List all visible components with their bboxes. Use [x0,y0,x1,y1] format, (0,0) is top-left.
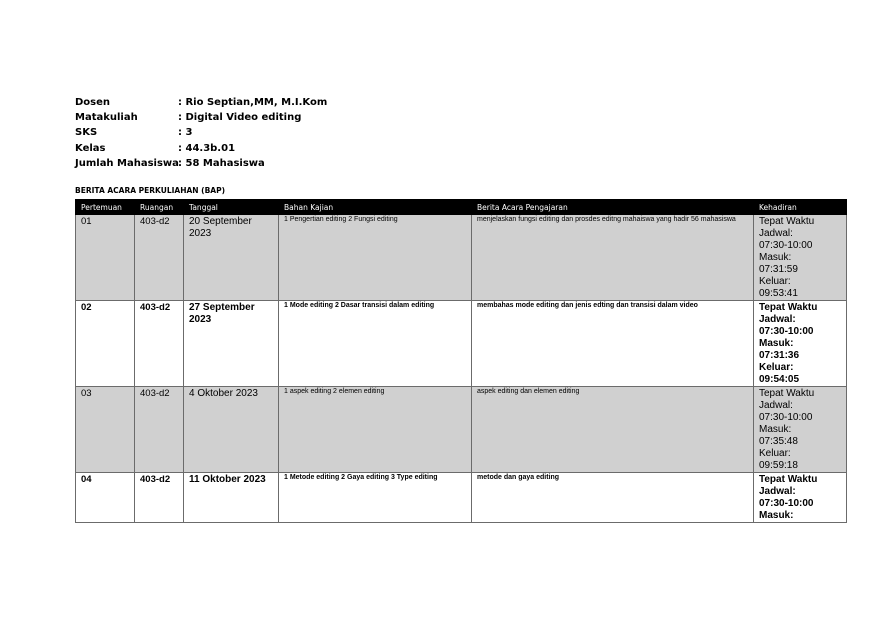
info-row-sks [75,125,327,140]
header-bahan-kajian: Bahan Kajian [279,200,472,215]
header-berita-acara: Berita Acara Pengajaran [472,200,754,215]
table-row [76,215,847,301]
schedule-time: 07:30-10:00 [759,412,813,423]
check-out-label: Keluar: [759,362,794,373]
attendance-status: Tepat Waktu [759,474,818,485]
info-label: Kelas [75,142,106,154]
schedule-label: Jadwal: [759,314,796,325]
check-out-label: Keluar: [759,276,791,287]
check-in-time: 07:31:36 [759,350,800,361]
cell-bahan-kajian: 1 Pengertian editing 2 Fungsi editing [279,215,472,301]
cell-kehadiran [754,473,847,523]
cell-bahan-kajian: 1 aspek editing 2 elemen editing [279,387,472,473]
check-in-label: Masuk: [759,510,794,521]
cell-pertemuan: 04 [76,473,135,523]
cell-berita-acara: menjelaskan fungsi editing dan prosdes editng mahaiswa yang hadir 56 mahasiswa [472,215,754,301]
cell-pertemuan: 01 [76,215,135,301]
schedule-time: 07:30-10:00 [759,326,814,337]
cell-berita-acara: aspek editing dan elemen editing [472,387,754,473]
check-out-time: 09:54:05 [759,374,800,385]
cell-bahan-kajian: 1 Mode editing 2 Dasar transisi dalam editing [279,301,472,387]
info-row-matakuliah [75,110,327,125]
attendance-status: Tepat Waktu [759,216,815,227]
cell-kehadiran [754,301,847,387]
cell-pertemuan: 03 [76,387,135,473]
info-label: SKS [75,127,98,139]
check-out-time: 09:53:41 [759,288,798,299]
schedule-time: 07:30-10:00 [759,240,813,251]
bap-table [75,199,847,523]
table-row [76,301,847,387]
cell-kehadiran [754,215,847,301]
header-pertemuan: Pertemuan [76,200,135,215]
attendance-status: Tepat Waktu [759,302,818,313]
info-label: Matakuliah [75,112,138,124]
schedule-time: 07:30-10:00 [759,498,814,509]
check-in-label: Masuk: [759,252,792,263]
info-value: : Digital Video editing [178,112,302,124]
table-header-row [76,200,847,215]
cell-ruangan: 403-d2 [135,301,184,387]
cell-berita-acara: membahas mode editing dan jenis edting dan transisi dalam video [472,301,754,387]
cell-tanggal: 11 Oktober 2023 [184,473,279,523]
check-in-label: Masuk: [759,338,794,349]
info-value: : 44.3b.01 [178,142,236,154]
cell-pertemuan: 02 [76,301,135,387]
cell-bahan-kajian: 1 Metode editing 2 Gaya editing 3 Type editing [279,473,472,523]
info-row-jumlah-mahasiswa [75,156,327,171]
check-in-time: 07:35:48 [759,436,798,447]
header-kehadiran: Kehadiran [754,200,847,215]
header-ruangan: Ruangan [135,200,184,215]
section-title: BERITA ACARA PERKULIAHAN (BAP) [75,186,226,195]
cell-tanggal: 20 September 2023 [184,215,279,301]
info-label: Jumlah Mahasiswa [75,157,179,169]
attendance-status: Tepat Waktu [759,388,815,399]
check-in-time: 07:31:59 [759,264,798,275]
course-info [75,95,327,171]
cell-tanggal: 27 September 2023 [184,301,279,387]
cell-ruangan: 403-d2 [135,215,184,301]
cell-kehadiran [754,387,847,473]
info-value: : Rio Septian,MM, M.I.Kom [178,97,328,108]
info-value: : 3 [178,127,193,139]
cell-berita-acara: metode dan gaya editing [472,473,754,523]
header-tanggal: Tanggal [184,200,279,215]
schedule-label: Jadwal: [759,228,793,239]
check-out-label: Keluar: [759,448,791,459]
schedule-label: Jadwal: [759,486,796,497]
info-row-dosen [75,95,327,110]
cell-ruangan: 403-d2 [135,387,184,473]
table-row [76,473,847,523]
cell-ruangan: 403-d2 [135,473,184,523]
check-out-time: 09:59:18 [759,460,798,471]
info-row-kelas [75,141,327,156]
table-row [76,387,847,473]
schedule-label: Jadwal: [759,400,793,411]
cell-tanggal: 4 Oktober 2023 [184,387,279,473]
info-label: Dosen [75,97,111,108]
check-in-label: Masuk: [759,424,792,435]
info-value: : 58 Mahasiswa [178,157,265,169]
